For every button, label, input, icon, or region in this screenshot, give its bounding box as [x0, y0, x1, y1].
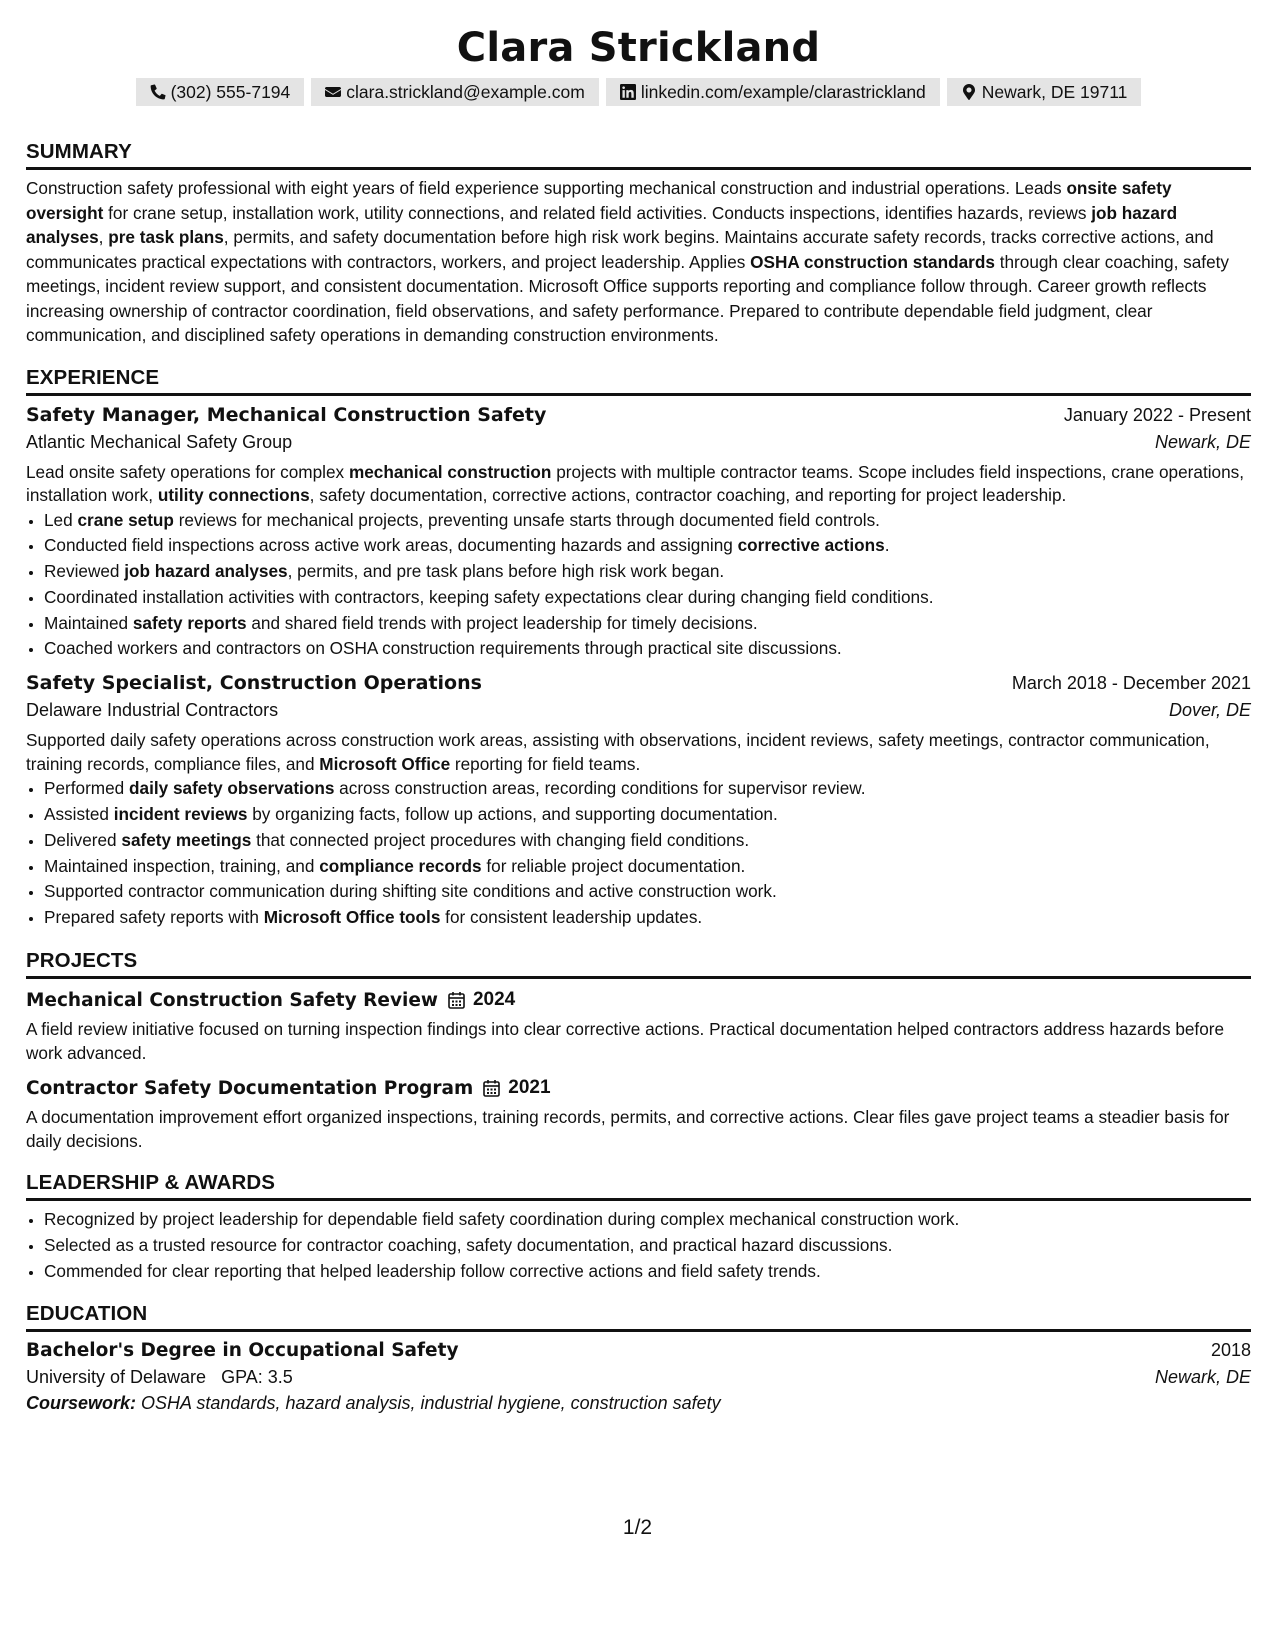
- calendar-icon: [483, 1079, 500, 1097]
- project-title: Mechanical Construction Safety Review: [26, 989, 438, 1011]
- text-run: Construction safety professional with eight years of field experience supporting mechanical construction and industrial operations. Leads: [26, 178, 1067, 198]
- linkedin-icon: [620, 84, 636, 100]
- job-bullet: [44, 585, 1251, 611]
- degree-year: 2018: [1210, 1340, 1251, 1361]
- job-bullet: [44, 559, 1251, 585]
- calendar-icon: [448, 991, 465, 1009]
- section-title-leadership: LEADERSHIP & AWARDS: [26, 1169, 1251, 1201]
- leadership-item: • Selected as a trusted resource for contractor coaching, safety documentation, and practical hazard discussions.: [44, 1233, 1251, 1259]
- job-location: Newark, DE: [1154, 431, 1251, 452]
- school-line: [26, 1367, 293, 1388]
- text-run: ,: [98, 227, 109, 247]
- text-run: Coached workers and contractors on OSHA construction requirements through practical site discussions.: [44, 638, 842, 659]
- job-description: [26, 461, 1251, 508]
- bold-keyword: compliance records: [319, 855, 482, 876]
- job-bullet: [44, 854, 1251, 880]
- text-run: Maintained inspection, training, and: [44, 855, 320, 876]
- bold-keyword: safety meetings: [121, 829, 252, 850]
- degree-title: Bachelor's Degree in Occupational Safety: [26, 1340, 459, 1362]
- school-name: University of Delaware: [26, 1367, 207, 1388]
- project-entry: [26, 989, 1251, 1065]
- project-title: Contractor Safety Documentation Program: [26, 1077, 474, 1099]
- contact-phone[interactable]: [136, 78, 305, 106]
- summary-section: [26, 138, 1251, 348]
- coursework-line: [26, 1393, 1251, 1414]
- job-bullet: [44, 828, 1251, 854]
- resume-page: [26, 0, 1251, 1414]
- text-run: Maintained: [44, 612, 133, 633]
- bold-keyword: incident reviews: [113, 804, 248, 825]
- job-bullet: [44, 905, 1251, 931]
- job-bullet: [44, 776, 1251, 802]
- job-bullets: [26, 508, 1251, 663]
- text-run: that connected project procedures with changing field conditions.: [251, 829, 750, 850]
- text-run: and shared field trends with project leadership for timely decisions.: [246, 612, 758, 633]
- bold-keyword: onsite safety oversight: [26, 178, 1172, 223]
- text-run: Led: [44, 509, 78, 530]
- projects-section: [26, 947, 1251, 1153]
- bold-keyword: pre task plans: [108, 227, 224, 247]
- education-section: [26, 1300, 1251, 1414]
- bold-keyword: job hazard analyses: [26, 202, 1178, 247]
- candidate-name: Clara Strickland: [456, 25, 821, 71]
- bold-keyword: daily safety observations: [129, 778, 335, 799]
- phone-text: (302) 555-7194: [170, 82, 291, 102]
- project-entry: [26, 1077, 1251, 1153]
- text-run: by organizing facts, follow up actions, and supporting documentation.: [247, 804, 778, 825]
- school-location: Newark, DE: [1154, 1367, 1251, 1388]
- text-run: Conducted field inspections across active work areas, documenting hazards and assigning: [44, 535, 738, 556]
- job-entry: [26, 672, 1251, 931]
- contact-bar: [26, 78, 1251, 106]
- text-run: Assisted: [44, 804, 114, 825]
- text-run: Performed: [44, 778, 130, 799]
- text-run: for consistent leadership updates.: [440, 907, 703, 928]
- text-run: , permits, and pre task plans before high risk work began.: [287, 561, 725, 582]
- job-bullet: [44, 879, 1251, 905]
- project-year-text: 2024: [472, 989, 516, 1011]
- text-run: for reliable project documentation.: [481, 855, 746, 876]
- section-title-summary: SUMMARY: [26, 138, 1251, 170]
- bold-keyword: crane setup: [77, 509, 174, 530]
- job-bullet: [44, 636, 1251, 662]
- map-pin-icon: [961, 84, 977, 100]
- text-run: Coordinated installation activities with contractors, keeping safety expectations clear during changing field conditions.: [44, 586, 934, 607]
- job-dates: January 2022 - Present: [1063, 404, 1251, 425]
- section-title-education: EDUCATION: [26, 1300, 1251, 1332]
- job-bullet: [44, 508, 1251, 534]
- text-run: for crane setup, installation work, utility connections, and related field activities. Conducts inspections, identifies hazards, reviews: [103, 202, 1092, 223]
- text-run: Lead onsite safety operations for complex: [26, 461, 349, 482]
- text-run: .: [884, 535, 890, 556]
- summary-text: [26, 176, 1251, 348]
- email-text: clara.strickland@example.com: [346, 82, 585, 102]
- job-company: Delaware Industrial Contractors: [26, 700, 279, 721]
- job-description: [26, 729, 1251, 776]
- project-year: [483, 1077, 550, 1099]
- bold-keyword: OSHA construction standards: [750, 251, 995, 272]
- text-run: across construction areas, recording conditions for supervisor review.: [334, 778, 866, 799]
- text-run: Delivered: [44, 829, 122, 850]
- bold-keyword: mechanical construction: [348, 461, 552, 482]
- gpa: GPA: 3.5: [221, 1367, 293, 1388]
- contact-linkedin[interactable]: [606, 78, 940, 106]
- coursework-text: OSHA standards, hazard analysis, industrial hygiene, construction safety: [141, 1393, 721, 1414]
- project-year: [448, 989, 515, 1011]
- phone-icon: [150, 84, 166, 100]
- bold-keyword: Microsoft Office tools: [263, 907, 441, 928]
- project-description: A field review initiative focused on turning inspection findings into clear corrective actions. Practical documentation helped contractors address hazards before work advanced.: [26, 1019, 1225, 1064]
- leadership-item: • Recognized by project leadership for dependable field safety coordination during complex mechanical construction work.: [44, 1207, 1251, 1233]
- envelope-icon: [325, 84, 341, 100]
- bold-keyword: Microsoft Office: [319, 753, 451, 774]
- leadership-section: [26, 1169, 1251, 1284]
- experience-section: [26, 364, 1251, 932]
- page-number: 1/2: [622, 1516, 653, 1539]
- contact-email[interactable]: [311, 78, 599, 106]
- job-bullet: [44, 533, 1251, 559]
- text-run: Supported daily safety operations across construction work areas, assisting with observations, incident reviews, safety meetings, contractor communication, training records, compliance files, and: [26, 730, 1210, 774]
- contact-location[interactable]: [947, 78, 1142, 106]
- text-run: Reviewed: [44, 561, 125, 582]
- job-company: Atlantic Mechanical Safety Group: [26, 431, 293, 452]
- text-run: reviews for mechanical projects, preventing unsafe starts through documented field controls.: [173, 509, 880, 530]
- section-title-projects: PROJECTS: [26, 947, 1251, 979]
- leadership-list: [26, 1207, 1251, 1284]
- bold-keyword: safety reports: [132, 612, 247, 633]
- project-year-text: 2021: [508, 1077, 551, 1099]
- bold-keyword: job hazard analyses: [124, 561, 288, 582]
- text-run: Prepared safety reports with: [44, 907, 264, 928]
- leadership-item: • Commended for clear reporting that helped leadership follow corrective actions and field safety trends.: [44, 1259, 1251, 1285]
- bold-keyword: utility connections: [157, 485, 310, 505]
- job-title: Safety Specialist, Construction Operations: [26, 672, 482, 695]
- text-run: Supported contractor communication during shifting site conditions and active construction work.: [44, 881, 777, 902]
- job-bullet: [44, 802, 1251, 828]
- text-run: , safety documentation, corrective actions, contractor coaching, and reporting for project leadership.: [309, 485, 1067, 505]
- job-bullet: [44, 611, 1251, 637]
- job-title: Safety Manager, Mechanical Construction Safety: [26, 403, 547, 426]
- location-text: Newark, DE 19711: [981, 82, 1128, 102]
- job-dates: March 2018 - December 2021: [1011, 673, 1251, 694]
- project-description: A documentation improvement effort organized inspections, training records, permits, and corrective actions. Clear files gave project teams a steadier basis for daily decisions.: [26, 1107, 1230, 1152]
- linkedin-text: linkedin.com/example/clarastrickland: [640, 82, 926, 102]
- text-run: , permits, and safety documentation before high risk work begins. Maintains accurate safety records, tracks corrective actions, and communicates practical expectations with contractors, workers, and project leadership. Applies: [26, 227, 1214, 272]
- coursework-label: Coursework:: [26, 1393, 137, 1414]
- bold-keyword: corrective actions: [737, 535, 885, 556]
- text-run: through clear coaching, safety meetings, incident review support, and consistent documentation. Microsoft Office supports reporting and compliance follow through. Career growth reflects increasing ownership of contractor coordination, field observations, and safety performance. Prepared to contribute dependable field judgment, clear communication, and disciplined safety operations in demanding construction environments.: [26, 251, 1230, 345]
- text-run: projects with multiple contractor teams. Scope includes field inspections, crane operations, installation work,: [26, 461, 1245, 505]
- text-run: reporting for field teams.: [450, 753, 641, 774]
- section-title-experience: EXPERIENCE: [26, 364, 1251, 396]
- job-entry: [26, 404, 1251, 663]
- job-bullets: [26, 776, 1251, 931]
- job-location: Dover, DE: [1168, 700, 1251, 721]
